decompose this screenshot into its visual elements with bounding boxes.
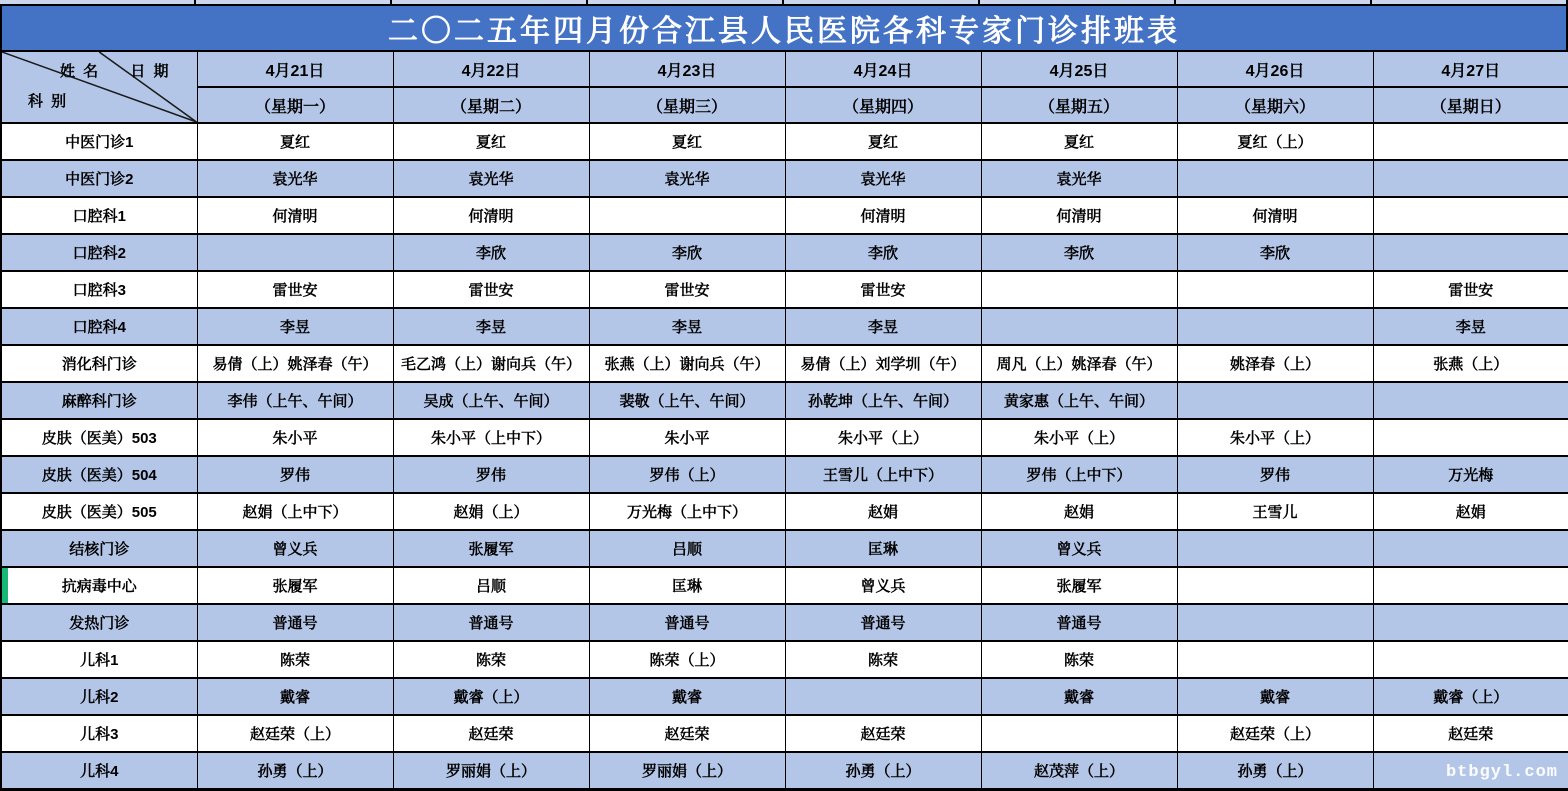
schedule-cell[interactable]: 赵娟（上） — [393, 493, 589, 530]
date-header-cell: 4月22日 — [393, 51, 589, 87]
schedule-cell[interactable]: 李欣 — [1177, 234, 1373, 271]
corner-name-label: 姓 名 — [60, 63, 101, 80]
department-cell[interactable]: 中医门诊1 — [1, 123, 197, 160]
schedule-cell[interactable]: 李欣 — [981, 234, 1177, 271]
schedule-cell[interactable]: 何清明 — [1177, 197, 1373, 234]
date-header-cell: 4月26日 — [1177, 51, 1373, 87]
department-cell[interactable]: 儿科2 — [1, 678, 197, 715]
schedule-cell[interactable]: 普通号 — [981, 604, 1177, 641]
schedule-cell[interactable] — [1177, 308, 1373, 345]
schedule-cell[interactable]: 赵廷荣 — [589, 715, 785, 752]
schedule-cell[interactable]: 张履军 — [197, 567, 393, 604]
schedule-cell[interactable] — [1373, 197, 1568, 234]
schedule-cell[interactable] — [1177, 530, 1373, 567]
schedule-cell[interactable]: 朱小平（上中下） — [393, 419, 589, 456]
department-cell[interactable]: 儿科1 — [1, 641, 197, 678]
department-cell[interactable]: 皮肤（医美）505 — [1, 493, 197, 530]
schedule-cell[interactable]: 黄家惠（上午、午间） — [981, 382, 1177, 419]
table-row — [1, 419, 1568, 456]
schedule-cell[interactable]: 罗伟（上） — [589, 456, 785, 493]
schedule-cell[interactable]: 易倩（上）刘学圳（午） — [785, 345, 981, 382]
schedule-cell[interactable]: 陈荣（上） — [589, 641, 785, 678]
schedule-cell[interactable]: 陈荣 — [393, 641, 589, 678]
schedule-cell[interactable]: 夏红 — [393, 123, 589, 160]
schedule-cell[interactable]: 戴睿（上） — [1373, 678, 1568, 715]
schedule-cell[interactable]: 张履军 — [981, 567, 1177, 604]
table-row — [1, 382, 1568, 419]
schedule-cell[interactable] — [1373, 419, 1568, 456]
department-cell[interactable]: 口腔科4 — [1, 308, 197, 345]
schedule-cell[interactable]: 朱小平（上） — [981, 419, 1177, 456]
schedule-cell[interactable] — [1177, 604, 1373, 641]
schedule-cell[interactable]: 袁光华 — [393, 160, 589, 197]
weekday-header-cell: （星期六） — [1177, 87, 1373, 123]
department-cell[interactable]: 结核门诊 — [1, 530, 197, 567]
schedule-cell[interactable]: 戴睿 — [589, 678, 785, 715]
date-header-cell: 4月24日 — [785, 51, 981, 87]
department-cell[interactable]: 消化科门诊 — [1, 345, 197, 382]
schedule-cell[interactable]: 毛乙鸿（上）谢向兵（午） — [393, 345, 589, 382]
weekday-header-cell: （星期五） — [981, 87, 1177, 123]
schedule-cell[interactable]: 雷世安 — [197, 271, 393, 308]
schedule-cell[interactable]: 雷世安 — [1373, 271, 1568, 308]
schedule-cell[interactable]: 罗丽娟（上） — [589, 752, 785, 789]
schedule-cell[interactable]: 夏红 — [981, 123, 1177, 160]
schedule-cell[interactable]: 袁光华 — [981, 160, 1177, 197]
date-header-row — [1, 51, 1568, 87]
schedule-cell[interactable]: 张履军 — [393, 530, 589, 567]
weekday-header-row — [1, 87, 1568, 123]
schedule-cell[interactable]: 孙勇（上） — [785, 752, 981, 789]
schedule-cell[interactable]: 何清明 — [197, 197, 393, 234]
schedule-cell[interactable]: 张燕（上）谢向兵（午） — [589, 345, 785, 382]
schedule-cell[interactable]: 李昱 — [197, 308, 393, 345]
schedule-cell[interactable]: 孙勇（上） — [197, 752, 393, 789]
schedule-cell[interactable]: 万光梅 — [1373, 456, 1568, 493]
department-cell[interactable]: 儿科3 — [1, 715, 197, 752]
schedule-cell[interactable] — [981, 271, 1177, 308]
schedule-cell[interactable] — [1373, 123, 1568, 160]
schedule-cell[interactable]: 赵娟 — [785, 493, 981, 530]
date-header-cell: 4月27日 — [1373, 51, 1568, 87]
schedule-cell[interactable]: 李欣 — [589, 234, 785, 271]
schedule-cell[interactable] — [1177, 567, 1373, 604]
schedule-cell[interactable]: 曾义兵 — [981, 530, 1177, 567]
schedule-cell[interactable] — [1177, 160, 1373, 197]
schedule-cell[interactable]: 夏红 — [785, 123, 981, 160]
schedule-cell[interactable] — [589, 197, 785, 234]
schedule-cell[interactable] — [1373, 641, 1568, 678]
schedule-table — [0, 50, 1568, 791]
department-cell[interactable]: 皮肤（医美）503 — [1, 419, 197, 456]
schedule-cell[interactable]: 普通号 — [785, 604, 981, 641]
schedule-cell[interactable]: 罗伟 — [393, 456, 589, 493]
schedule-cell[interactable]: 赵廷荣 — [785, 715, 981, 752]
table-row — [1, 234, 1568, 271]
schedule-cell[interactable]: 吕顺 — [393, 567, 589, 604]
schedule-cell[interactable]: 普通号 — [393, 604, 589, 641]
schedule-cell[interactable]: 朱小平（上） — [785, 419, 981, 456]
schedule-cell[interactable] — [1373, 160, 1568, 197]
schedule-cell[interactable] — [1177, 641, 1373, 678]
department-cell[interactable]: 口腔科1 — [1, 197, 197, 234]
schedule-cell[interactable]: 吕顺 — [589, 530, 785, 567]
date-header-cell: 4月21日 — [197, 51, 393, 87]
table-row — [1, 715, 1568, 752]
schedule-cell[interactable] — [1373, 382, 1568, 419]
table-row — [1, 123, 1568, 160]
schedule-cell[interactable]: 何清明 — [785, 197, 981, 234]
schedule-cell[interactable]: 赵廷荣（上） — [197, 715, 393, 752]
schedule-cell[interactable]: 匡琳 — [785, 530, 981, 567]
schedule-cell[interactable]: 罗伟 — [197, 456, 393, 493]
table-row — [1, 160, 1568, 197]
schedule-cell[interactable] — [197, 234, 393, 271]
schedule-cell[interactable] — [981, 308, 1177, 345]
schedule-cell[interactable]: 赵廷荣（上） — [1177, 715, 1373, 752]
table-row — [1, 493, 1568, 530]
schedule-cell[interactable]: 戴睿 — [197, 678, 393, 715]
watermark: btbgyl.com — [1445, 763, 1558, 782]
table-row — [1, 678, 1568, 715]
table-row — [1, 641, 1568, 678]
schedule-cell[interactable]: 孙乾坤（上午、午间） — [785, 382, 981, 419]
schedule-cell[interactable]: 戴睿 — [981, 678, 1177, 715]
schedule-cell[interactable] — [1177, 382, 1373, 419]
schedule-cell[interactable]: 雷世安 — [393, 271, 589, 308]
date-header-cell: 4月25日 — [981, 51, 1177, 87]
schedule-cell[interactable]: 朱小平 — [589, 419, 785, 456]
schedule-cell[interactable]: 李昱 — [1373, 308, 1568, 345]
schedule-cell[interactable]: 赵娟（上中下） — [197, 493, 393, 530]
schedule-cell[interactable]: 罗丽娟（上） — [393, 752, 589, 789]
schedule-cell[interactable]: 王雪儿（上中下） — [785, 456, 981, 493]
corner-date-label: 日 期 — [130, 63, 171, 80]
schedule-cell[interactable]: 吴成（上午、午间） — [393, 382, 589, 419]
schedule-cell[interactable]: 罗伟（上中下） — [981, 456, 1177, 493]
title-bar — [0, 4, 1568, 50]
schedule-cell[interactable]: 张燕（上） — [1373, 345, 1568, 382]
schedule-cell[interactable]: 李昱 — [589, 308, 785, 345]
schedule-cell[interactable]: 王雪儿 — [1177, 493, 1373, 530]
schedule-cell[interactable]: 普通号 — [589, 604, 785, 641]
schedule-cell[interactable]: 袁光华 — [785, 160, 981, 197]
schedule-cell[interactable]: 李昱 — [785, 308, 981, 345]
table-row — [1, 271, 1568, 308]
table-row — [1, 456, 1568, 493]
weekday-header-cell: （星期二） — [393, 87, 589, 123]
schedule-cell[interactable]: 夏红（上） — [1177, 123, 1373, 160]
department-cell[interactable]: 麻醉科门诊 — [1, 382, 197, 419]
schedule-cell[interactable] — [981, 715, 1177, 752]
schedule-cell[interactable]: 赵廷荣 — [393, 715, 589, 752]
schedule-cell[interactable]: 周凡（上）姚泽春（午） — [981, 345, 1177, 382]
schedule-cell[interactable]: 罗伟 — [1177, 456, 1373, 493]
table-row — [1, 604, 1568, 641]
schedule-cell[interactable]: 陈荣 — [981, 641, 1177, 678]
schedule-cell[interactable]: 雷世安 — [589, 271, 785, 308]
schedule-cell[interactable]: 朱小平 — [197, 419, 393, 456]
weekday-header-cell: （星期一） — [197, 87, 393, 123]
table-row — [1, 308, 1568, 345]
department-cell[interactable]: 皮肤（医美）504 — [1, 456, 197, 493]
department-cell[interactable]: 口腔科2 — [1, 234, 197, 271]
schedule-cell[interactable]: 赵茂萍（上） — [981, 752, 1177, 789]
table-row — [1, 345, 1568, 382]
department-cell[interactable]: 中医门诊2 — [1, 160, 197, 197]
schedule-cell[interactable] — [1373, 530, 1568, 567]
table-row — [1, 530, 1568, 567]
date-header-cell: 4月23日 — [589, 51, 785, 87]
weekday-header-cell: （星期日） — [1373, 87, 1568, 123]
schedule-cell[interactable] — [1373, 234, 1568, 271]
schedule-cell[interactable] — [1373, 604, 1568, 641]
department-cell[interactable]: 抗病毒中心 — [1, 567, 197, 604]
schedule-cell[interactable]: 陈荣 — [785, 641, 981, 678]
schedule-cell[interactable] — [785, 678, 981, 715]
schedule-cell[interactable] — [1177, 271, 1373, 308]
schedule-cell[interactable]: 何清明 — [393, 197, 589, 234]
department-cell[interactable]: 口腔科3 — [1, 271, 197, 308]
schedule-cell[interactable]: 何清明 — [981, 197, 1177, 234]
table-row — [1, 752, 1568, 789]
schedule-cell[interactable]: 戴睿 — [1177, 678, 1373, 715]
department-cell[interactable]: 儿科4 — [1, 752, 197, 789]
schedule-cell[interactable]: 戴睿（上） — [393, 678, 589, 715]
schedule-cell[interactable]: 袁光华 — [589, 160, 785, 197]
schedule-cell[interactable]: 曾义兵 — [785, 567, 981, 604]
corner-header — [1, 51, 197, 123]
schedule-cell[interactable]: 匡琳 — [589, 567, 785, 604]
schedule-cell[interactable]: 普通号 — [197, 604, 393, 641]
schedule-cell[interactable]: 李伟（上午、午间） — [197, 382, 393, 419]
schedule-cell[interactable]: 朱小平（上） — [1177, 419, 1373, 456]
schedule-cell[interactable]: 夏红 — [589, 123, 785, 160]
corner-dept-label: 科 别 — [28, 93, 69, 110]
schedule-cell[interactable]: 赵娟 — [981, 493, 1177, 530]
schedule-cell[interactable]: 赵娟 — [1373, 493, 1568, 530]
schedule-cell[interactable]: 万光梅（上中下） — [589, 493, 785, 530]
schedule-cell[interactable]: 姚泽春（上） — [1177, 345, 1373, 382]
schedule-cell[interactable]: 雷世安 — [785, 271, 981, 308]
schedule-cell[interactable]: 孙勇（上） — [1177, 752, 1373, 789]
schedule-cell[interactable]: 裴敬（上午、午间） — [589, 382, 785, 419]
table-row — [1, 197, 1568, 234]
department-cell[interactable]: 发热门诊 — [1, 604, 197, 641]
schedule-cell[interactable]: 袁光华 — [197, 160, 393, 197]
weekday-header-cell: （星期四） — [785, 87, 981, 123]
schedule-cell[interactable]: 李欣 — [785, 234, 981, 271]
schedule-cell[interactable]: 赵廷荣 — [1373, 715, 1568, 752]
schedule-cell[interactable] — [1373, 567, 1568, 604]
schedule-cell[interactable]: 李欣 — [393, 234, 589, 271]
schedule-cell[interactable]: 陈荣 — [197, 641, 393, 678]
schedule-cell[interactable]: 易倩（上）姚泽春（午） — [197, 345, 393, 382]
table-row — [1, 567, 1568, 604]
weekday-header-cell: （星期三） — [589, 87, 785, 123]
schedule-cell[interactable]: 夏红 — [197, 123, 393, 160]
schedule-cell[interactable]: 李昱 — [393, 308, 589, 345]
schedule-cell[interactable]: 曾义兵 — [197, 530, 393, 567]
page-title: 二〇二五年四月份合江县人民医院各科专家门诊排班表 — [388, 15, 1180, 48]
